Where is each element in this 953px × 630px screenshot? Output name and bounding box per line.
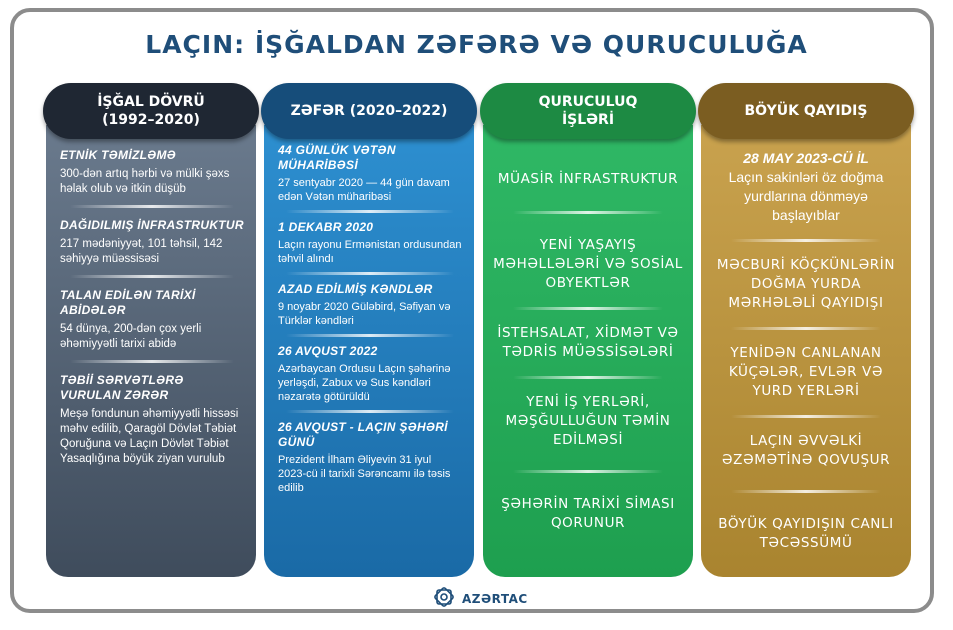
entry-list [278, 143, 462, 495]
item-list [711, 149, 901, 553]
entry-heading: TƏBİİ SƏRVƏTLƏRƏ VURULAN ZƏRƏR [60, 373, 184, 402]
entry-text: Meşə fondunun əhəmiyyətli hissəsi məhv edilib, Qaragöl Dövlət Təbiət Qoruğuna və Laçın Dövlət Təbiət Yasaqlığına böyük ziyan vurulub [60, 408, 239, 465]
entry-heading: ETNİK TƏMİZLƏMƏ [60, 148, 177, 162]
entry-heading: 1 DEKABR 2020 [278, 220, 374, 234]
entry-heading: TALAN EDİLƏN TARİXİ ABİDƏLƏR [60, 288, 196, 317]
entry [278, 220, 462, 266]
list-item: MÜASİR İNFRASTRUKTUR [497, 171, 679, 187]
column-construction [483, 85, 693, 577]
entry-text: 300-dən artıq hərbi və mülki şəxs həlak olub və itkin düşüb [60, 168, 230, 195]
azertac-star-icon [432, 585, 456, 614]
entry [278, 420, 462, 495]
page-title: LAÇIN: İŞĞALDAN ZƏFƏRƏ VƏ QURUCULUĞA [145, 30, 808, 59]
column-header [43, 83, 259, 139]
divider [513, 470, 663, 473]
divider [731, 490, 881, 493]
list-item: YENİDƏN CANLANAN KÜÇƏLƏR, EVLƏR VƏ YURD YERLƏRİ [728, 345, 884, 399]
column-header-line1: BÖYÜK QAYIDIŞ [744, 103, 868, 119]
entry-heading: DAĞIDILMIŞ İNFRASTRUKTUR [60, 218, 244, 232]
column-header [698, 83, 914, 139]
entry-text: Prezident İlham Əliyevin 31 iyul 2023-cü il tarixli Sərəncamı ilə təsis edilib [278, 454, 451, 494]
entry-text: 27 sentyabr 2020 — 44 gün davam edən Vətən müharibəsi [278, 177, 450, 203]
divider [70, 205, 234, 208]
entry-text: 217 mədəniyyət, 101 təhsil, 142 səhiyyə müəssisəsi [60, 238, 223, 265]
divider [513, 376, 663, 379]
column-header-line1: ZƏFƏR (2020–2022) [290, 103, 448, 119]
column-great-return [701, 85, 911, 577]
entry-text: 54 dünya, 200-dən çox yerli əhəmiyyətli tarixi abidə [60, 323, 202, 350]
entry-heading: 26 AVQUST 2022 [278, 344, 378, 358]
divider [513, 211, 663, 214]
date-heading: 28 MAY 2023-CÜ İL [743, 150, 869, 166]
entry-text: Laçın rayonu Ermənistan ordusundan təhvil alındı [278, 239, 462, 265]
logo-text: AZƏRTAC [462, 592, 528, 606]
column-occupation [46, 85, 256, 577]
list-item: LAÇIN ƏVVƏLKİ ƏZƏMƏTİNƏ QOVUŞUR [721, 433, 891, 468]
column-header [261, 83, 477, 139]
entry-heading: 26 AVQUST - LAÇIN ŞƏHƏRİ GÜNÜ [278, 420, 448, 449]
entry-heading: AZAD EDİLMİŞ KƏNDLƏR [278, 282, 433, 296]
entry [60, 373, 244, 467]
list-item: YENİ YAŞAYIŞ MƏHƏLLƏLƏRİ VƏ SOSİAL OBYEKTLƏR [493, 237, 683, 291]
column-header [480, 83, 696, 139]
divider [286, 210, 454, 213]
list-item: BÖYÜK QAYIDIŞIN CANLI TƏCƏSSÜMÜ [718, 516, 894, 551]
divider [70, 275, 234, 278]
column-victory [264, 85, 474, 577]
divider [731, 239, 881, 242]
entry [60, 288, 244, 352]
column-header-line2: İŞLƏRİ [561, 112, 615, 128]
divider [513, 307, 663, 310]
entry-list [60, 148, 244, 467]
date-text: Laçın sakinləri öz doğma yurdlarına dönməyə başlayıblar [728, 169, 884, 223]
divider [731, 415, 881, 418]
list-item: ŞƏHƏRİN TARİXİ SİMASI QORUNUR [501, 496, 675, 531]
divider [286, 272, 454, 275]
item-list [493, 170, 683, 533]
entry-text: 9 noyabr 2020 Güləbird, Səfiyan və Türklər kəndləri [278, 301, 451, 327]
entry [60, 218, 244, 267]
entry [278, 344, 462, 404]
entry [278, 282, 462, 328]
azertac-logo [432, 587, 528, 611]
list-item: YENİ İŞ YERLƏRİ, MƏŞĞULLUĞUN TƏMİN EDİLMƏSİ [505, 394, 671, 448]
column-header-line1: İŞĞAL DÖVRÜ [97, 94, 205, 110]
divider [70, 360, 234, 363]
list-item: MƏCBURİ KÖÇKÜNLƏRİN DOĞMA YURDA MƏRHƏLƏLİ QAYIDIŞI [716, 257, 896, 311]
entry-text: Azərbaycan Ordusu Laçın şəhərinə yerləşdi, Zabux və Sus kəndləri nəzarətə götürüldü [278, 363, 451, 403]
entry [60, 148, 244, 197]
column-header-line2: (1992–2020) [102, 112, 200, 128]
list-item: İSTEHSALAT, XİDMƏT VƏ TƏDRİS MÜƏSSİSƏLƏRİ [497, 325, 679, 360]
entry-heading: 44 GÜNLÜK VƏTƏN MÜHARİBƏSİ [278, 143, 396, 172]
column-header-line1: QURUCULUQ [538, 94, 638, 110]
divider [286, 334, 454, 337]
divider [731, 327, 881, 330]
divider [286, 410, 454, 413]
entry [278, 143, 462, 204]
